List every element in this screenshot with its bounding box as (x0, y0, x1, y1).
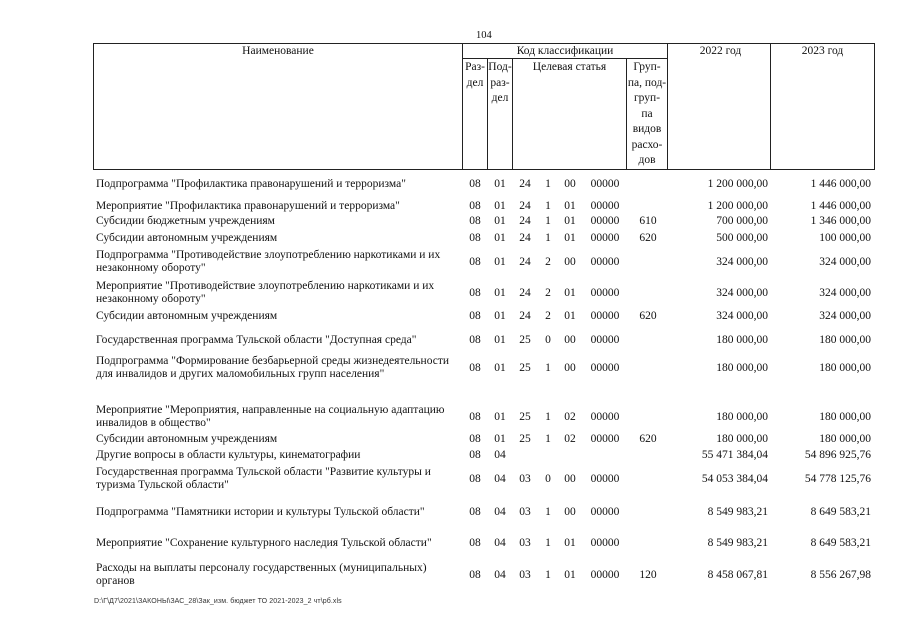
row-name: Государственная программа Тульской области "Развитие культуры и туризма Тульской области" (96, 466, 431, 491)
cell-t3: 01 (564, 310, 576, 322)
row-name: Субсидии автономным учреждениям (96, 232, 278, 244)
cell-r: 08 (469, 568, 481, 581)
cell-v2: 8 649 583,21 (810, 537, 871, 549)
row-name: Расходы на выплаты персоналу государственных (муниципальных) органов (96, 562, 427, 587)
cell-t3: 00 (564, 361, 576, 374)
cell-t4: 00000 (590, 433, 620, 445)
cell-t3: 02 (564, 433, 576, 445)
cell-t4: 00000 (590, 286, 620, 299)
cell-t1: 03 (519, 537, 531, 549)
cell-v2: 180 000,00 (819, 334, 871, 346)
cell-t1: 25 (519, 433, 531, 445)
cell-r: 08 (469, 449, 481, 461)
cell-t2: 1 (545, 178, 551, 190)
row-name: Подпрограмма "Памятники истории и культуры Тульской области" (96, 506, 425, 518)
row-name: Государственная программа Тульской области "Доступная среда" (96, 334, 417, 346)
cell-t4: 00000 (590, 568, 620, 581)
cell-t4: 00000 (590, 361, 620, 374)
cell-v1: 1 200 000,00 (707, 178, 768, 190)
cell-t3: 01 (564, 537, 576, 549)
cell-g: 610 (639, 215, 657, 227)
cell-t4: 00000 (590, 472, 620, 485)
cell-t2: 1 (545, 232, 551, 244)
cell-v2: 324 000,00 (819, 310, 871, 322)
cell-v2: 324 000,00 (819, 286, 871, 299)
cell-v2: 180 000,00 (819, 410, 871, 423)
cell-t3: 00 (564, 334, 576, 346)
file-path-footer: D:\Г\Д7\2021\ЗАКОНЫ\ЗАС_28\Зак_изм. бюджет ТО 2021-2023_2 чт\рб.xls (94, 598, 342, 605)
cell-r: 08 (469, 255, 481, 268)
cell-v1: 324 000,00 (716, 286, 768, 299)
cell-r: 08 (469, 232, 481, 244)
cell-p: 01 (494, 334, 506, 346)
cell-t3: 01 (564, 215, 576, 227)
cell-r: 08 (469, 433, 481, 445)
cell-t2: 1 (545, 215, 551, 227)
cell-t3: 01 (564, 568, 576, 581)
cell-t1: 03 (519, 568, 531, 581)
cell-p: 01 (494, 178, 506, 190)
cell-g: 120 (639, 568, 657, 581)
cell-g: 620 (639, 433, 657, 445)
cell-t4: 00000 (590, 410, 620, 423)
cell-r: 08 (469, 361, 481, 374)
cell-p: 01 (494, 232, 506, 244)
header-razdel: Раз- дел (465, 61, 485, 89)
cell-t2: 0 (545, 334, 551, 346)
cell-t2: 1 (545, 410, 551, 423)
cell-v2: 324 000,00 (819, 255, 871, 268)
cell-r: 08 (469, 310, 481, 322)
cell-v2: 54 896 925,76 (804, 449, 871, 461)
cell-v2: 180 000,00 (819, 433, 871, 445)
row-name: Мероприятие "Мероприятия, направленные на социальную адаптацию инвалидов в общество" (96, 404, 445, 429)
cell-t1: 03 (519, 472, 531, 485)
cell-r: 08 (469, 215, 481, 227)
cell-t3: 01 (564, 200, 576, 212)
header-group: Груп- па, под- груп- па видов расхо- дов (627, 61, 667, 166)
cell-v2: 100 000,00 (819, 232, 871, 244)
cell-t1: 24 (519, 178, 531, 190)
cell-v1: 180 000,00 (716, 410, 768, 423)
cell-t4: 00000 (590, 334, 620, 346)
cell-t3: 00 (564, 178, 576, 190)
cell-v1: 55 471 384,04 (701, 449, 768, 461)
cell-t2: 1 (545, 200, 551, 212)
row-name: Мероприятие "Сохранение культурного наследия Тульской области" (96, 537, 432, 549)
cell-r: 08 (469, 506, 481, 518)
cell-t4: 00000 (590, 178, 620, 190)
cell-t2: 1 (545, 361, 551, 374)
cell-r: 08 (469, 334, 481, 346)
row-name: Подпрограмма "Формирование безбарьерной среды жизнедеятельности для инвалидов и других маломобильных групп населения" (96, 355, 450, 380)
row-name: Мероприятие "Профилактика правонарушений и терроризма" (96, 200, 400, 212)
cell-p: 04 (494, 537, 506, 549)
cell-t1: 25 (519, 334, 531, 346)
cell-p: 04 (494, 449, 506, 461)
row-name: Подпрограмма "Противодействие злоупотреблению наркотиками и их незаконному обороту" (96, 249, 441, 274)
cell-v2: 180 000,00 (819, 361, 871, 374)
cell-p: 01 (494, 433, 506, 445)
cell-r: 08 (469, 410, 481, 423)
cell-t2: 1 (545, 506, 551, 518)
cell-v1: 180 000,00 (716, 433, 768, 445)
cell-p: 04 (494, 568, 506, 581)
cell-t4: 00000 (590, 200, 620, 212)
cell-t1: 24 (519, 286, 531, 299)
cell-p: 01 (494, 286, 506, 299)
page-number: 104 (476, 30, 492, 41)
cell-v2: 8 649 583,21 (810, 506, 871, 518)
cell-t3: 00 (564, 255, 576, 268)
cell-t1: 24 (519, 310, 531, 322)
header-target-article: Целевая статья (532, 61, 607, 73)
cell-t3: 00 (564, 506, 576, 518)
row-name: Субсидии автономным учреждениям (96, 433, 278, 445)
cell-t2: 0 (545, 472, 551, 485)
cell-t1: 24 (519, 255, 531, 268)
cell-t4: 00000 (590, 537, 620, 549)
cell-g: 620 (639, 232, 657, 244)
header-name: Наименование (242, 45, 314, 57)
cell-t2: 2 (545, 286, 551, 299)
row-name: Мероприятие "Противодействие злоупотреблению наркотиками и их незаконному обороту" (96, 280, 435, 305)
cell-p: 01 (494, 215, 506, 227)
cell-t1: 24 (519, 200, 531, 212)
cell-v1: 8 458 067,81 (707, 568, 768, 581)
cell-t4: 00000 (590, 215, 620, 227)
cell-t3: 00 (564, 472, 576, 485)
cell-v1: 8 549 983,21 (707, 506, 768, 518)
cell-g: 620 (639, 310, 657, 322)
cell-v1: 500 000,00 (716, 232, 768, 244)
row-name: Подпрограмма "Профилактика правонарушений и терроризма" (96, 178, 406, 190)
cell-v1: 180 000,00 (716, 334, 768, 346)
cell-p: 01 (494, 200, 506, 212)
cell-t2: 1 (545, 568, 551, 581)
cell-r: 08 (469, 537, 481, 549)
cell-t3: 01 (564, 286, 576, 299)
header-year-2022: 2022 год (699, 45, 742, 57)
cell-v1: 324 000,00 (716, 310, 768, 322)
row-name: Субсидии бюджетным учреждениям (96, 215, 275, 227)
cell-t4: 00000 (590, 255, 620, 268)
row-name: Субсидии автономным учреждениям (96, 310, 278, 322)
cell-v1: 324 000,00 (716, 255, 768, 268)
cell-r: 08 (469, 472, 481, 485)
cell-t1: 24 (519, 232, 531, 244)
cell-v2: 1 446 000,00 (810, 200, 871, 212)
cell-t1: 25 (519, 410, 531, 423)
cell-v2: 1 346 000,00 (810, 215, 871, 227)
cell-t3: 01 (564, 232, 576, 244)
cell-t3: 02 (564, 410, 576, 423)
cell-t1: 03 (519, 506, 531, 518)
cell-t2: 2 (545, 310, 551, 322)
cell-t4: 00000 (590, 506, 620, 518)
cell-p: 01 (494, 361, 506, 374)
cell-p: 01 (494, 410, 506, 423)
cell-v1: 54 053 384,04 (701, 472, 768, 485)
cell-v2: 8 556 267,98 (810, 568, 871, 581)
cell-t1: 24 (519, 215, 531, 227)
cell-p: 01 (494, 255, 506, 268)
cell-v1: 700 000,00 (716, 215, 768, 227)
cell-p: 04 (494, 472, 506, 485)
cell-v2: 1 446 000,00 (810, 178, 871, 190)
cell-v1: 8 549 983,21 (707, 537, 768, 549)
row-name: Другие вопросы в области культуры, кинематографии (96, 449, 361, 461)
cell-r: 08 (469, 200, 481, 212)
cell-t1: 25 (519, 361, 531, 374)
cell-t2: 2 (545, 255, 551, 268)
header-podrazdel: Под- раз- дел (488, 61, 512, 104)
cell-p: 04 (494, 506, 506, 518)
cell-v2: 54 778 125,76 (804, 472, 871, 485)
cell-t2: 1 (545, 433, 551, 445)
cell-r: 08 (469, 286, 481, 299)
header-classification: Код классификации (516, 45, 614, 57)
cell-v1: 1 200 000,00 (707, 200, 768, 212)
cell-p: 01 (494, 310, 506, 322)
cell-t2: 1 (545, 537, 551, 549)
header-year-2023: 2023 год (801, 45, 844, 57)
cell-r: 08 (469, 178, 481, 190)
cell-v1: 180 000,00 (716, 361, 768, 374)
cell-t4: 00000 (590, 232, 620, 244)
cell-t4: 00000 (590, 310, 620, 322)
